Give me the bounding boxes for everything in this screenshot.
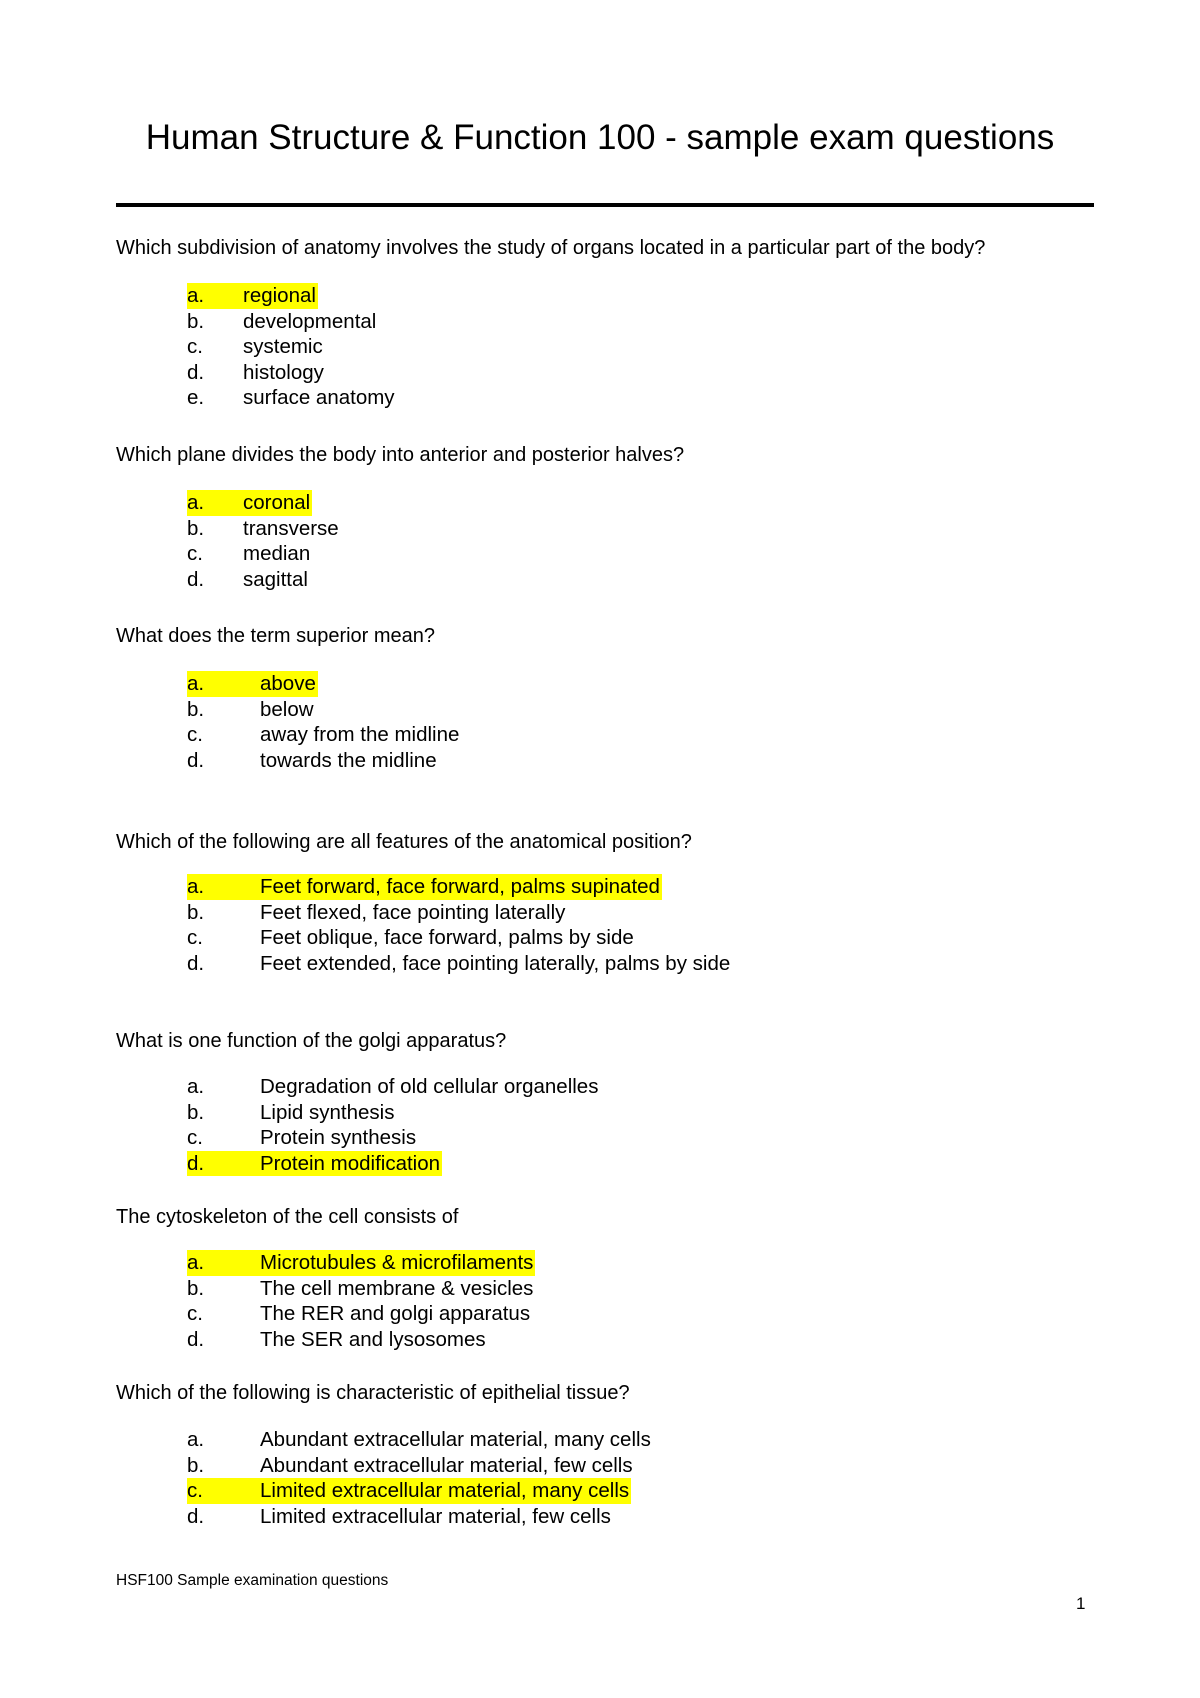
page-number: 1 <box>1076 1594 1086 1613</box>
question-3: What does the term superior mean? <box>116 625 436 647</box>
option-6c <box>187 1301 535 1327</box>
option-2d <box>187 567 341 593</box>
option-3b <box>187 697 461 723</box>
title-rule <box>116 203 1094 207</box>
option-text: Feet oblique, face forward, palms by side <box>260 926 634 950</box>
option-3c <box>187 722 461 748</box>
option-letter: a. <box>187 1251 205 1274</box>
option-letter: c. <box>187 723 203 747</box>
option-letter: c. <box>187 926 203 950</box>
option-text: coronal <box>243 491 311 514</box>
option-letter: d. <box>187 1151 205 1175</box>
option-5b <box>187 1100 600 1126</box>
option-text: regional <box>243 284 316 307</box>
question-3-options <box>187 671 461 773</box>
option-text: systemic <box>243 335 323 359</box>
option-letter: a. <box>187 1428 205 1451</box>
option-3d <box>187 748 461 774</box>
question-7: Which of the following is characteristic of epithelial tissue? <box>116 1382 630 1404</box>
option-text: Feet forward, face forward, palms supinated <box>260 875 660 898</box>
option-text: median <box>243 542 311 566</box>
option-text: histology <box>243 360 324 384</box>
option-text: Feet flexed, face pointing laterally <box>260 900 566 924</box>
option-2a <box>187 490 341 516</box>
option-4d <box>187 951 732 977</box>
option-1d <box>187 360 397 386</box>
option-text: Abundant extracellular material, many cells <box>260 1428 651 1451</box>
option-text: towards the midline <box>260 748 437 772</box>
option-text: above <box>260 672 316 695</box>
option-7a <box>187 1427 653 1453</box>
option-letter: a. <box>187 875 205 898</box>
option-text: Protein synthesis <box>260 1126 417 1150</box>
option-text: Feet extended, face pointing laterally, palms by side <box>260 951 731 975</box>
option-6b <box>187 1276 535 1302</box>
option-4a <box>187 874 732 900</box>
option-letter: b. <box>187 1453 205 1477</box>
option-text: The cell membrane & vesicles <box>260 1276 534 1300</box>
option-text: below <box>260 697 314 721</box>
option-text: Microtubules & microfilaments <box>260 1251 534 1274</box>
question-1-options <box>187 283 397 411</box>
option-1c <box>187 334 397 360</box>
option-1b <box>187 309 397 335</box>
option-1e <box>187 385 397 411</box>
option-3a <box>187 671 461 697</box>
option-4c <box>187 925 732 951</box>
question-5: What is one function of the golgi apparatus? <box>116 1030 507 1052</box>
option-letter: a. <box>187 491 205 514</box>
question-6-options <box>187 1250 535 1352</box>
option-letter: b. <box>187 516 205 540</box>
option-text: The RER and golgi apparatus <box>260 1302 531 1326</box>
question-6: The cytoskeleton of the cell consists of <box>116 1206 459 1228</box>
option-5d <box>187 1151 600 1177</box>
option-4b <box>187 900 732 926</box>
question-4-options <box>187 874 732 976</box>
option-text: Degradation of old cellular organelles <box>260 1075 599 1098</box>
option-text: Limited extracellular material, many cells <box>260 1479 630 1503</box>
page-title: Human Structure & Function 100 - sample exam questions <box>145 118 1055 157</box>
option-letter: c. <box>187 335 203 359</box>
option-letter: d. <box>187 567 205 591</box>
option-letter: b. <box>187 697 205 721</box>
option-text: The SER and lysosomes <box>260 1327 486 1351</box>
option-6a <box>187 1250 535 1276</box>
option-text: Limited extracellular material, few cells <box>260 1504 611 1528</box>
page-footer: HSF100 Sample examination questions <box>116 1572 389 1589</box>
option-text: surface anatomy <box>243 386 395 410</box>
option-text: transverse <box>243 516 339 540</box>
option-7b <box>187 1453 653 1479</box>
option-letter: a. <box>187 284 205 307</box>
option-letter: b. <box>187 900 205 924</box>
option-letter: d. <box>187 360 205 384</box>
option-letter: d. <box>187 1327 205 1351</box>
option-letter: c. <box>187 1479 203 1503</box>
option-2b <box>187 516 341 542</box>
option-7d <box>187 1504 653 1530</box>
question-4: Which of the following are all features of the anatomical position? <box>116 831 692 853</box>
question-1: Which subdivision of anatomy involves the study of organs located in a particular part of the body? <box>116 237 986 259</box>
option-letter: c. <box>187 542 203 566</box>
option-2c <box>187 541 341 567</box>
option-text: developmental <box>243 309 377 333</box>
question-7-options <box>187 1427 653 1529</box>
option-letter: c. <box>187 1302 203 1326</box>
option-text: away from the midline <box>260 723 460 747</box>
option-text: Abundant extracellular material, few cells <box>260 1453 633 1477</box>
option-letter: b. <box>187 1276 205 1300</box>
option-5c <box>187 1125 600 1151</box>
option-letter: a. <box>187 672 205 695</box>
option-letter: b. <box>187 309 205 333</box>
option-1a <box>187 283 397 309</box>
option-text: Protein modification <box>260 1151 441 1175</box>
question-5-options <box>187 1074 600 1176</box>
question-2-options <box>187 490 341 592</box>
option-letter: b. <box>187 1100 205 1124</box>
option-letter: d. <box>187 951 205 975</box>
option-7c <box>187 1478 653 1504</box>
option-6d <box>187 1327 535 1353</box>
option-letter: c. <box>187 1126 203 1150</box>
option-text: Lipid synthesis <box>260 1100 395 1124</box>
option-letter: d. <box>187 748 205 772</box>
option-text: sagittal <box>243 567 308 591</box>
question-2: Which plane divides the body into anterior and posterior halves? <box>116 444 685 466</box>
option-letter: a. <box>187 1075 205 1098</box>
option-letter: d. <box>187 1504 205 1528</box>
option-5a <box>187 1074 600 1100</box>
option-letter: e. <box>187 386 205 410</box>
